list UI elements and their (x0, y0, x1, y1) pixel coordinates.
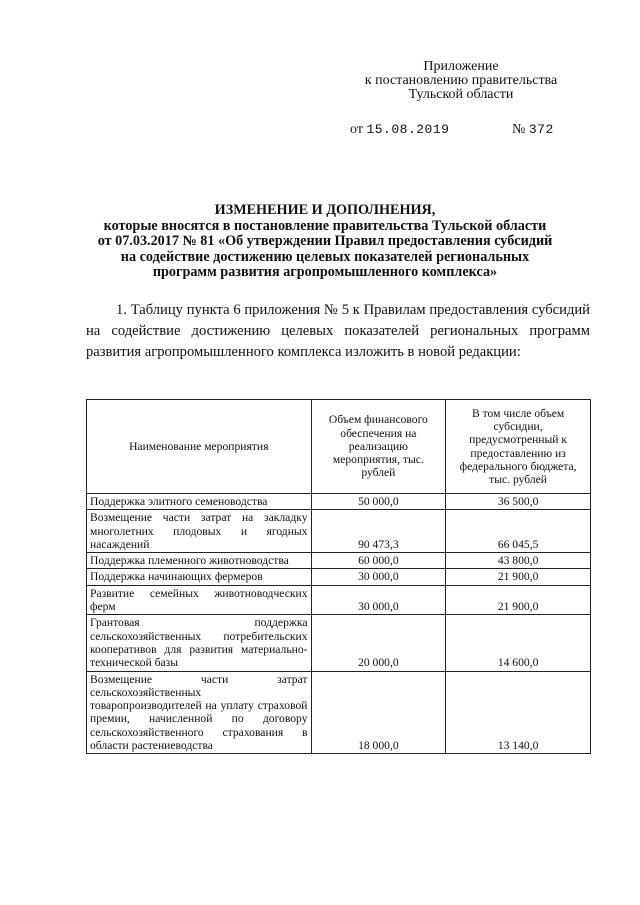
row-federal: 21 900,0 (446, 569, 591, 585)
table-row (87, 510, 591, 553)
row-total: 60 000,0 (311, 553, 446, 569)
row-name: Поддержка начинающих фермеров (87, 569, 312, 585)
appendix-line: к постановлению правительства (364, 73, 558, 88)
decree-number (512, 122, 554, 138)
title-line: от 07.03.2017 № 81 «Об утверждении Правил предоставления субсидий (97, 233, 553, 249)
number-value: 372 (528, 122, 554, 137)
table-row (87, 671, 591, 754)
number-prefix: № (512, 122, 526, 137)
row-total: 50 000,0 (311, 494, 446, 510)
table-row (87, 585, 591, 615)
row-total: 20 000,0 (311, 615, 446, 671)
row-total: 18 000,0 (311, 671, 446, 754)
body-paragraph: 1. Таблицу пункта 6 приложения № 5 к Правилам предоставления субсидий на содействие достижению целевых показателей региональных программ развития агропромышленного комплекса изложить в новой редакции: (86, 302, 590, 360)
row-name: Возмещение части затрат на закладку многолетних плодовых и ягодных насаждений (87, 510, 312, 553)
table-row (87, 569, 591, 585)
row-total: 30 000,0 (311, 569, 446, 585)
table-row (87, 494, 591, 510)
appendix-block (356, 60, 566, 102)
row-name: Поддержка племенного животноводства (87, 553, 312, 569)
header-cell: Наименование мероприятия (87, 400, 312, 494)
title-line: которые вносятся в постановление правительства Тульской области (103, 217, 547, 234)
title-line: на содействие достижению целевых показателей региональных (120, 248, 530, 265)
date-prefix: от (350, 122, 363, 137)
row-name: Поддержка элитного семеноводства (87, 494, 312, 510)
decree-date (350, 122, 449, 138)
header-cell: В том числе объем субсидии, предусмотренный к предоставлению из федерального бюджета, тыс. рублей (446, 400, 591, 494)
title-line: ИЗМЕНЕНИЕ И ДОПОЛНЕНИЯ, (214, 202, 436, 218)
document-title (60, 203, 590, 281)
row-name: Возмещение части затрат сельскохозяйственных товаропроизводителей на уплату страховой премии, начисленной по договору сельскохозяйственного страхования в области растениеводства (87, 671, 312, 754)
subsidy-table (86, 399, 591, 754)
row-federal: 14 600,0 (446, 615, 591, 671)
row-federal: 43 800,0 (446, 553, 591, 569)
row-federal: 21 900,0 (446, 585, 591, 615)
row-federal: 13 140,0 (446, 671, 591, 754)
row-federal: 66 045,5 (446, 510, 591, 553)
row-name: Развитие семейных животноводческих ферм (87, 585, 312, 615)
header-cell: Объем финансового обеспечения на реализацию мероприятия, тыс. рублей (311, 400, 446, 494)
date-value: 15.08.2019 (366, 122, 450, 137)
row-name: Грантовая поддержка сельскохозяйственных потребительских кооперативов для развития материально-технической базы (87, 615, 312, 671)
table-row (87, 553, 591, 569)
title-line: программ развития агропромышленного комплекса» (152, 264, 498, 280)
table-header-row (87, 400, 591, 494)
row-total: 30 000,0 (311, 585, 446, 615)
table-row (87, 615, 591, 671)
appendix-line: Приложение (423, 59, 499, 74)
row-total: 90 473,3 (311, 510, 446, 553)
appendix-line: Тульской области (408, 87, 514, 102)
row-federal: 36 500,0 (446, 494, 591, 510)
